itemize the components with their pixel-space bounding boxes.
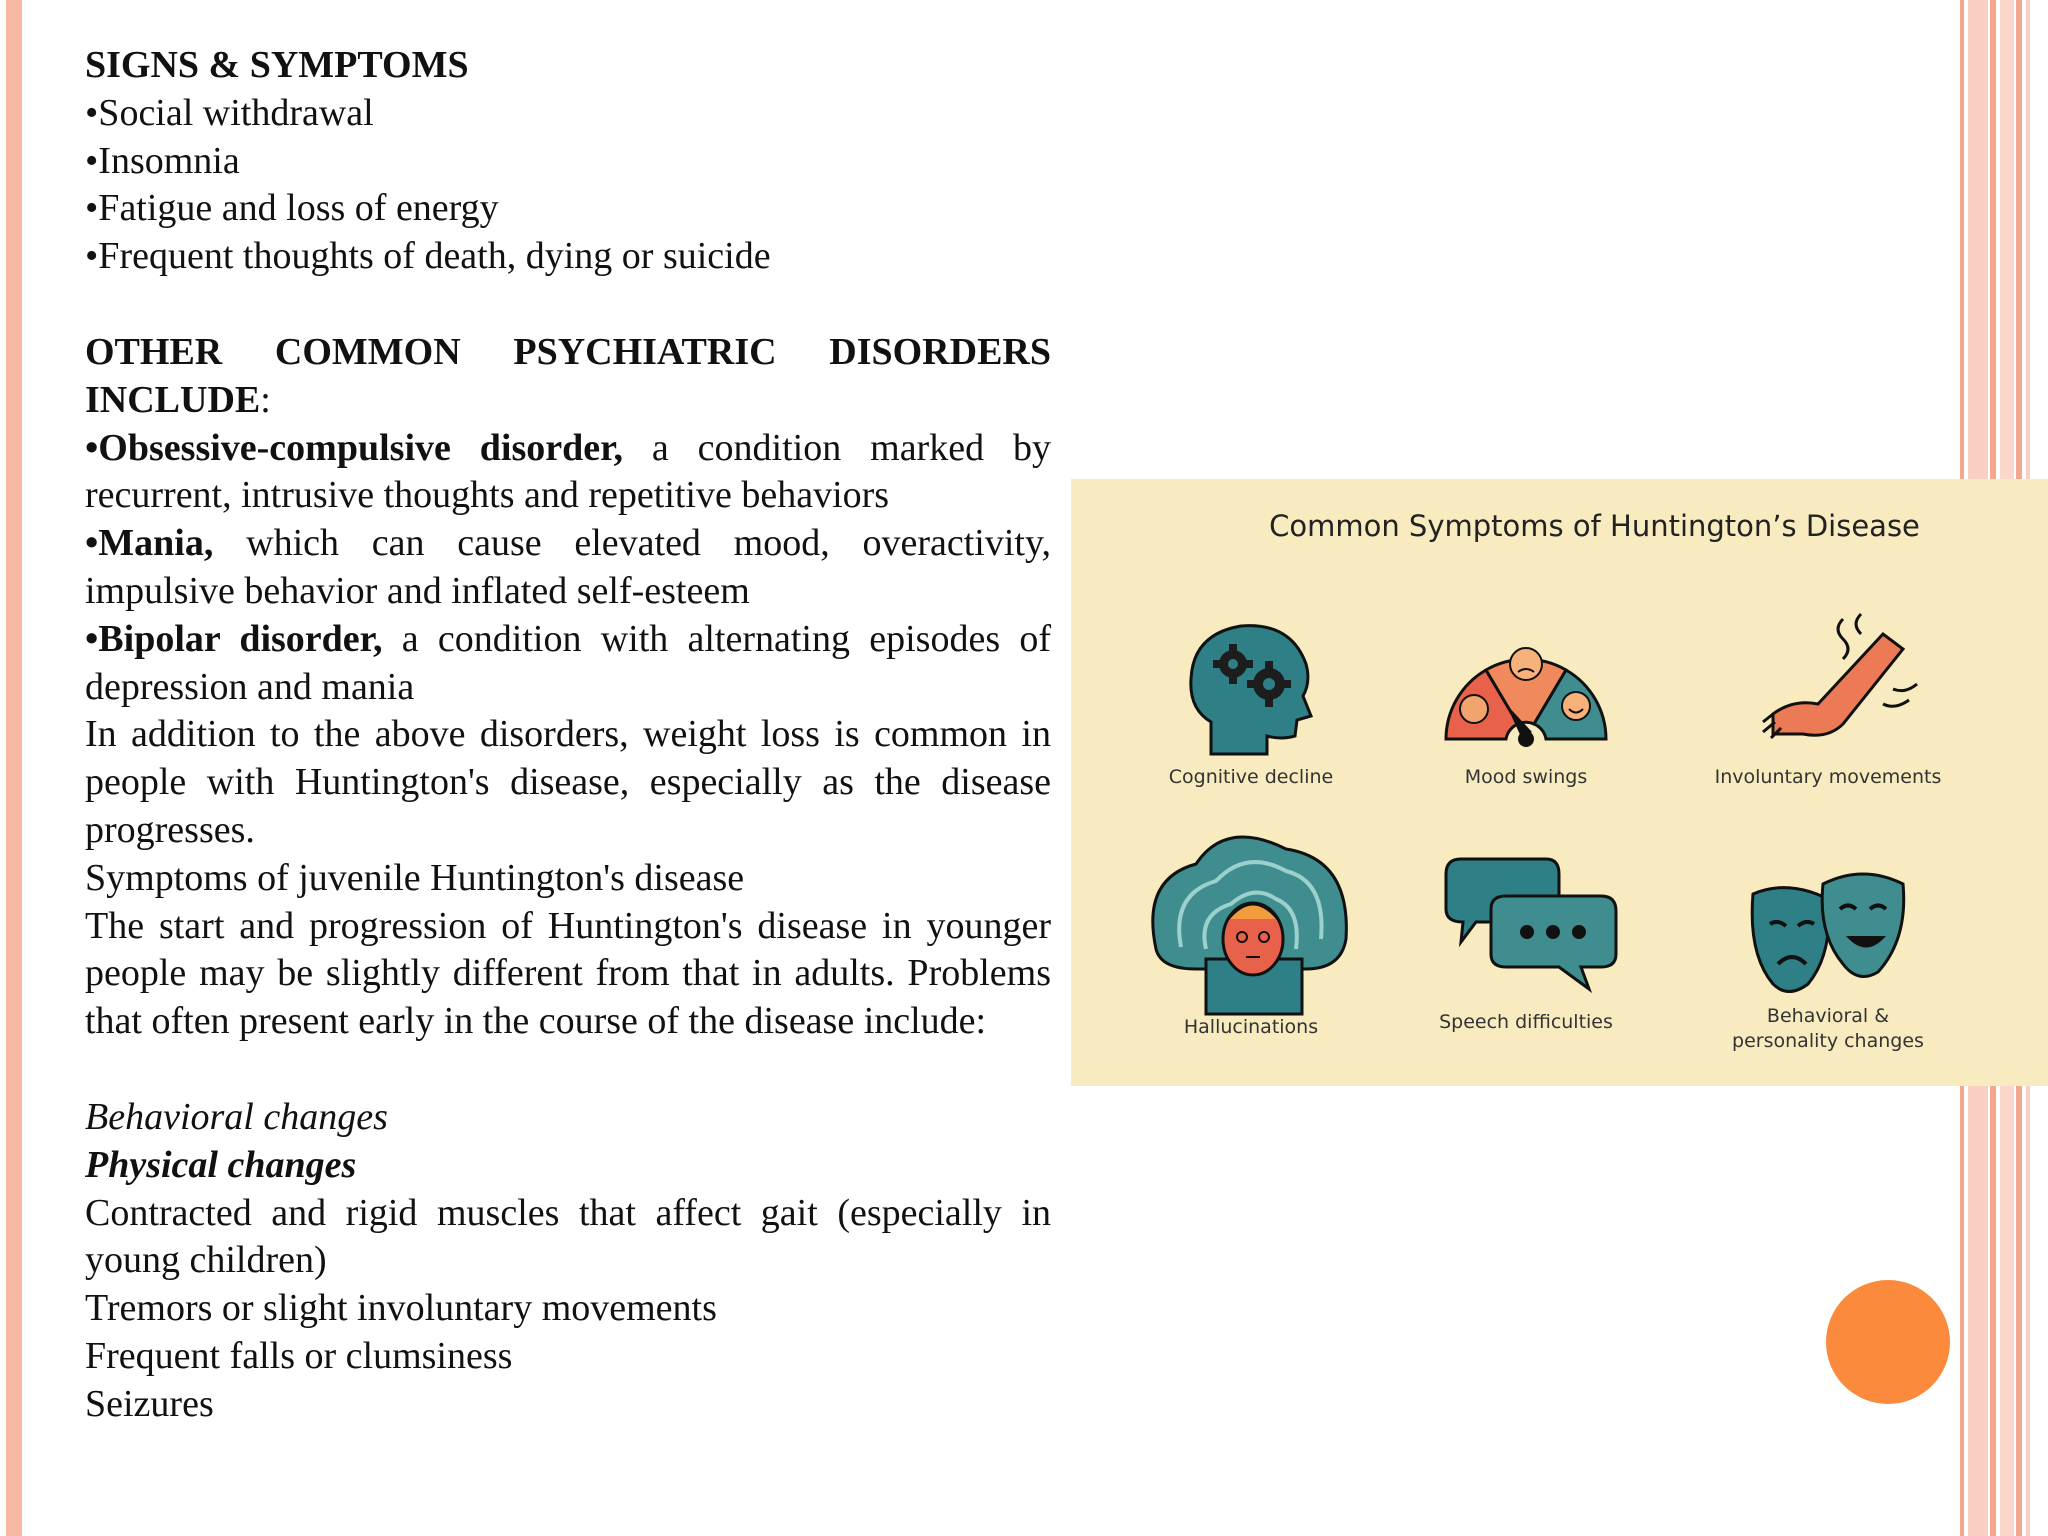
symptom-behavioral-personality [1698, 864, 1958, 1054]
symptom-label: Cognitive decline [1168, 766, 1334, 788]
head-gears-icon [1171, 604, 1331, 759]
symptom-mood-swings [1396, 604, 1656, 790]
symptom-label: Hallucinations [1183, 1016, 1319, 1038]
slide-text [85, 42, 1051, 1429]
disorder-item [85, 616, 1051, 712]
spacer [85, 1046, 1051, 1094]
juvenile-intro: The start and progression of Huntington's disease in younger people may be slightly different from that in adults. Problems that often present early in the course of the disease include: [85, 904, 1051, 1043]
disorder-item [85, 520, 1051, 616]
disorder-name: •Bipolar disorder, [85, 617, 383, 660]
disorder-name: •Mania, [85, 522, 214, 565]
other-disorders-heading-line2 [85, 377, 1051, 425]
physical-item: Seizures [85, 1382, 214, 1425]
shaking-arm-icon [1733, 604, 1923, 759]
sign-item: •Frequent thoughts of death, dying or suicide [85, 235, 771, 278]
spacer [85, 281, 1051, 329]
weight-loss-paragraph: In addition to the above disorders, weight loss is common in people with Huntington's disease, especially as the disease progresses. [85, 713, 1051, 851]
juvenile-heading: Symptoms of juvenile Huntington's disease [85, 856, 745, 899]
symptom-cognitive-decline [1121, 604, 1381, 790]
other-heading-line1: OTHER COMMON PSYCHIATRIC DISORDERS [85, 330, 1051, 373]
sign-item: •Fatigue and loss of energy [85, 187, 499, 230]
hallucination-face-icon [1136, 819, 1366, 1019]
symptom-involuntary-movements [1698, 604, 1958, 790]
other-disorders-heading [85, 329, 1051, 377]
physical-item: Contracted and rigid muscles that affect gait (especially in young children) [85, 1191, 1051, 1282]
theater-masks-icon [1728, 864, 1928, 1004]
disorder-desc: a condition marked by recurrent, intrusive thoughts and repetitive behaviors [85, 426, 1051, 517]
heading-colon: : [260, 378, 271, 421]
sign-item: •Social withdrawal [85, 91, 374, 134]
symptom-speech-difficulties [1396, 854, 1656, 1035]
huntingtons-infographic [1071, 479, 2048, 1086]
left-border-stripe [6, 0, 22, 1536]
symptom-label: Speech difficulties [1439, 1011, 1613, 1033]
disorder-desc: a condition with alternating episodes of depression and mania [85, 617, 1052, 708]
sign-item: •Insomnia [85, 139, 240, 182]
symptom-label-line2: personality changes [1732, 1030, 1924, 1052]
disorder-item [85, 425, 1051, 521]
symptom-label [1698, 1004, 1958, 1054]
mood-gauge-icon [1436, 604, 1616, 759]
other-heading-line2: INCLUDE [85, 378, 261, 421]
disorder-desc: which can cause elevated mood, overactivity, impulsive behavior and inflated self-esteem [85, 522, 1051, 612]
decorative-orange-circle [1826, 1280, 1950, 1404]
physical-item: Frequent falls or clumsiness [85, 1334, 513, 1377]
behavioral-changes-label: Behavioral changes [85, 1095, 388, 1138]
symptom-label: Involuntary movements [1714, 766, 1942, 788]
symptom-hallucinations [1121, 819, 1381, 1040]
disorder-name: •Obsessive-compulsive disorder, [85, 426, 623, 469]
infographic-title: Common Symptoms of Huntington’s Disease [1269, 509, 1920, 543]
speech-bubbles-icon [1431, 854, 1621, 1004]
signs-heading: SIGNS & SYMPTOMS [85, 44, 469, 86]
symptom-label: Mood swings [1464, 766, 1588, 788]
physical-item: Tremors or slight involuntary movements [85, 1287, 717, 1330]
physical-changes-heading: Physical changes [85, 1143, 357, 1186]
symptom-label-line1: Behavioral & [1766, 1005, 1890, 1027]
